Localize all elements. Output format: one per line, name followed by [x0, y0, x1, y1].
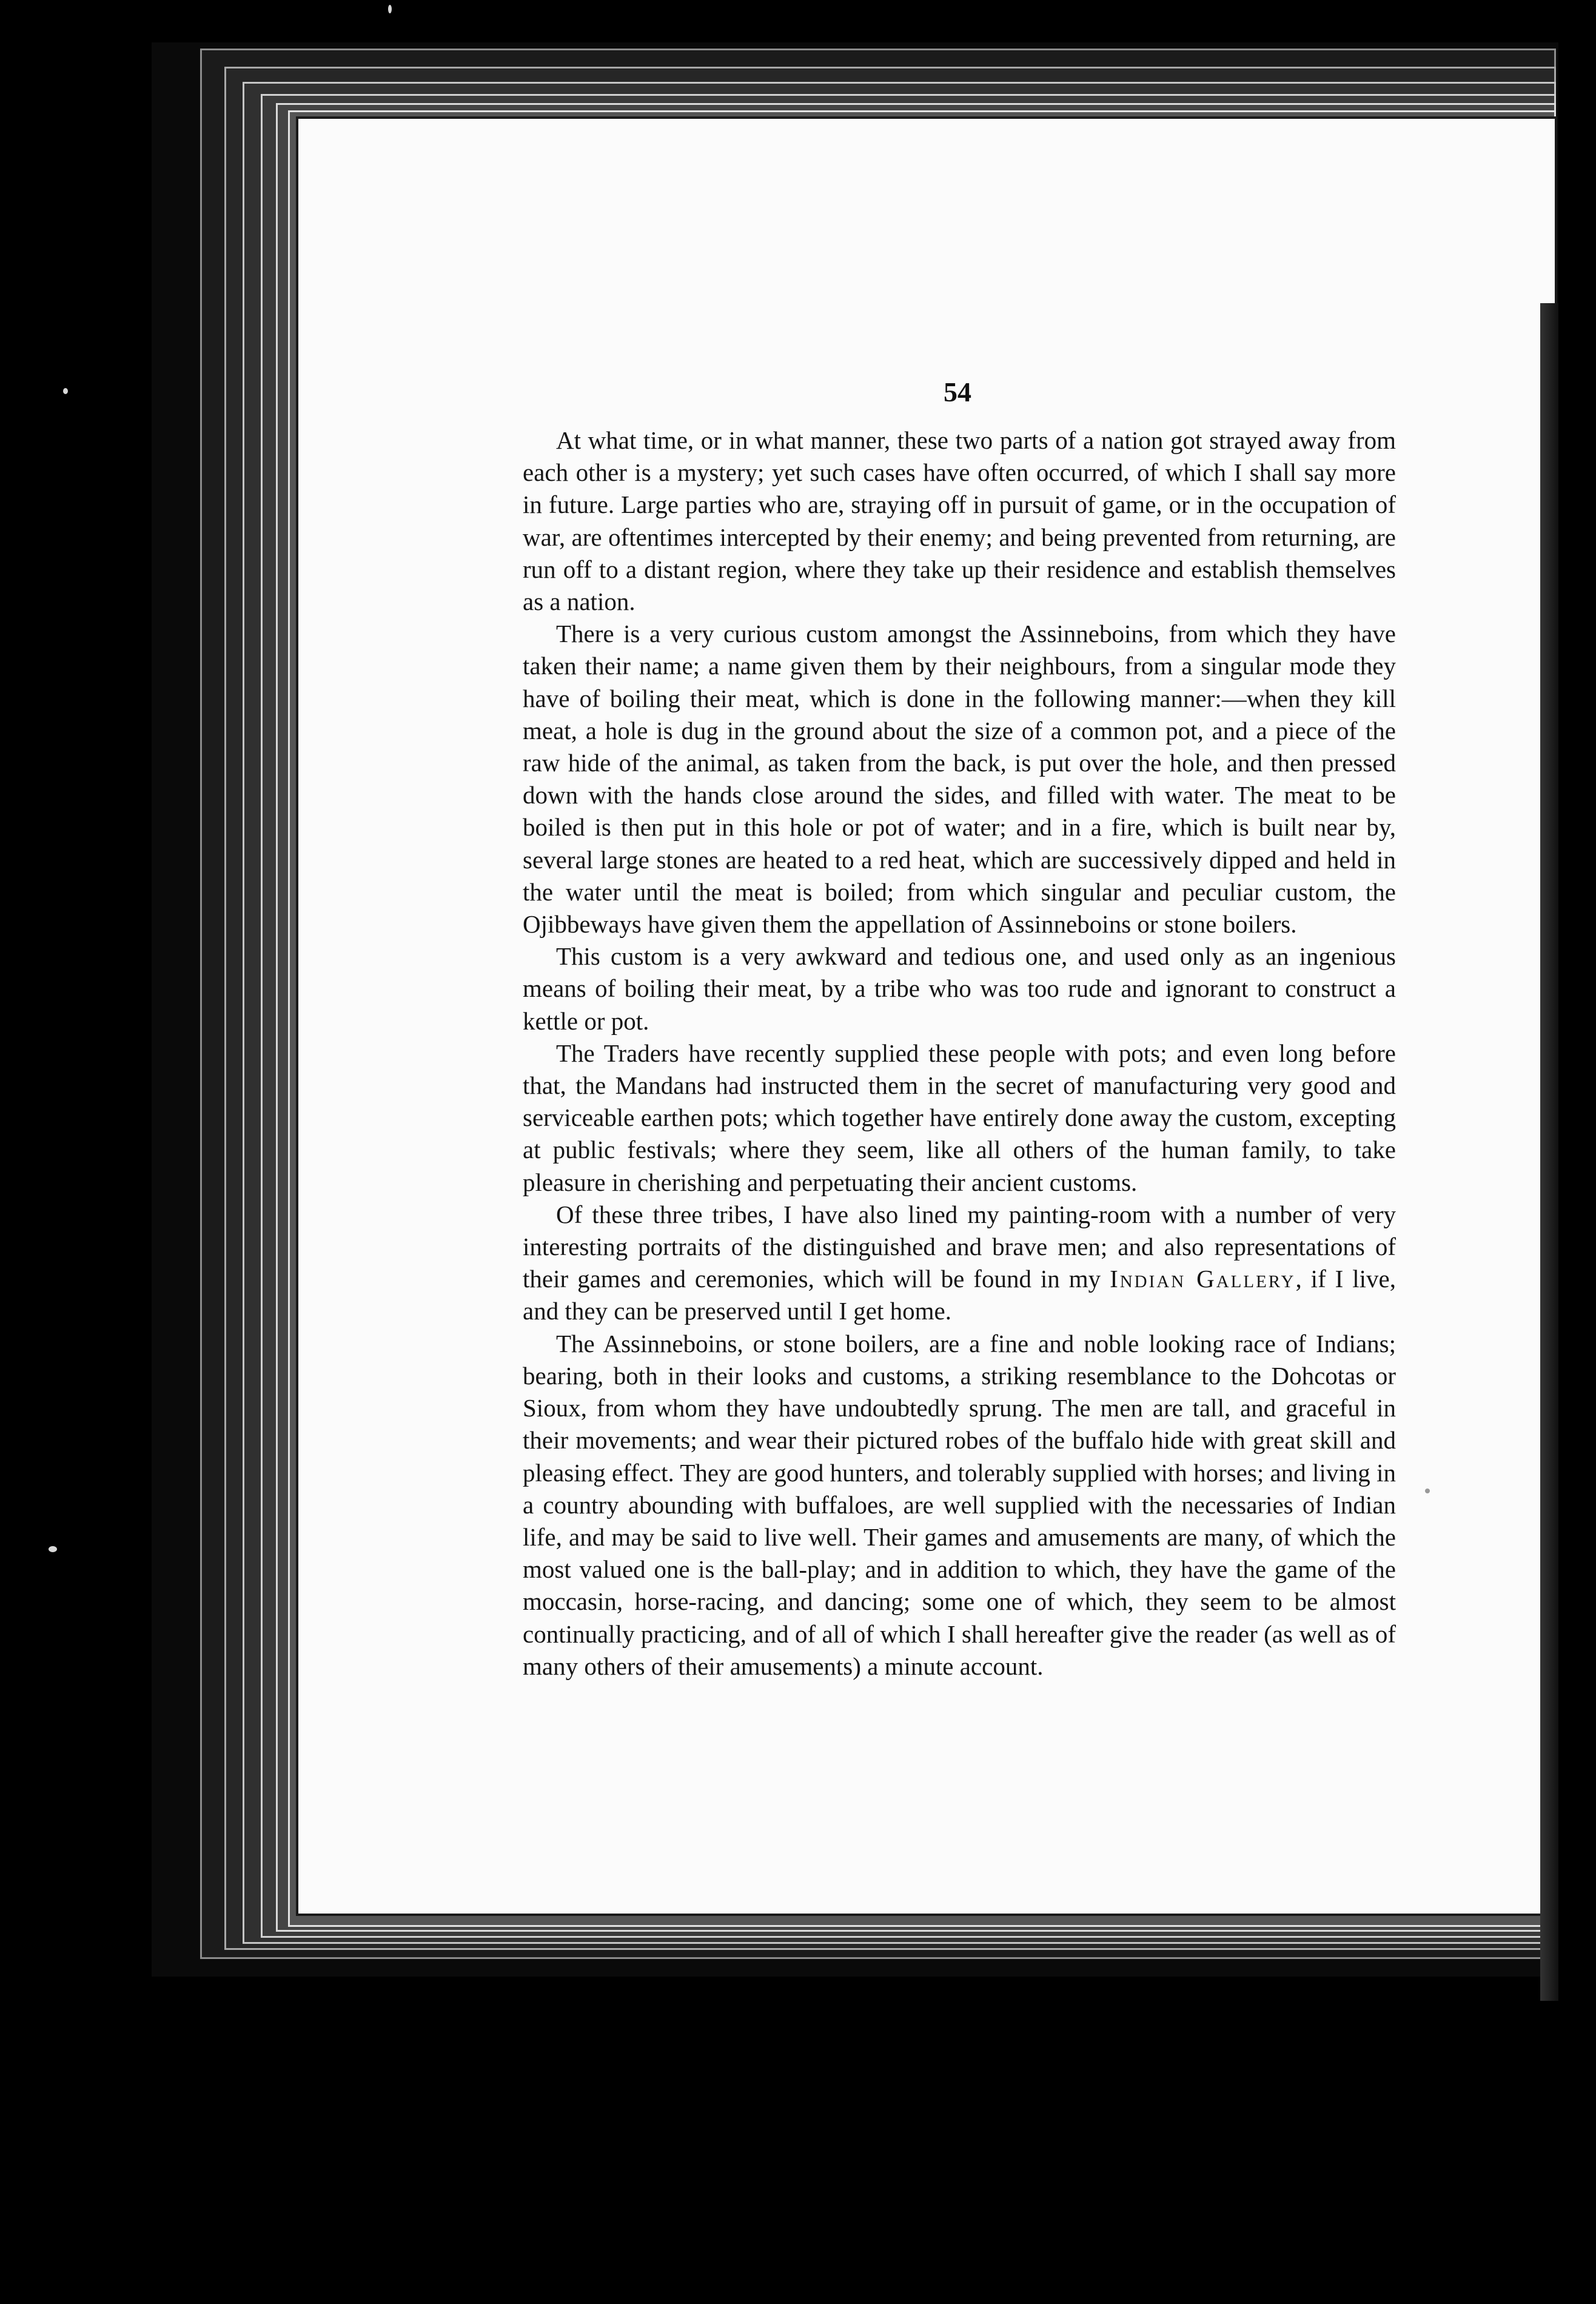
scan-speck	[1425, 1489, 1430, 1493]
paragraph: The Traders have recently supplied these people with pots; and even long before that, the Mandans had instructed them in the secret of manufacturing very good and serviceable earthen pots; which together have entirely done away the custom, excepting at public festivals; where they seem, like all others of the human family, to take pleasure in cherishing and perpetuating their ancient customs.	[523, 1039, 1396, 1196]
scan-speck	[388, 5, 392, 13]
body-text	[523, 424, 1396, 1683]
paragraph-text: Of these three tribes, I have also lined my painting-room with a number of very interesting portraits of the distinguished and brave men; and also representations of their games and ceremonies, which will be found in my	[523, 1200, 1396, 1293]
page-number: 54	[944, 377, 971, 407]
paragraph-text: , if I live, and they can be preserved until I get home.	[523, 1265, 1396, 1325]
scan-speck	[49, 1546, 57, 1552]
paragraph: There is a very curious custom amongst the Assinneboins, from which they have taken their name; a name given them by their neighbours, from a singular mode they have of boiling their meat, which is done in the following manner:—when they kill meat, a hole is dug in the ground about the size of a common pot, and a piece of the raw hide of the animal, as taken from the back, is put over the hole, and then pressed down with the hands close around the sides, and filled with water. The meat to be boiled is then put in this hole or pot of water; and in a fire, which is built near by, several large stones are heated to a red heat, which are successively dipped and held in the water until the meat is boiled; from which singular and peculiar custom, the Ojibbeways have given them the appellation of Assinneboins or stone boilers.	[523, 620, 1396, 939]
indian-gallery-small-caps: Indian Gallery	[1110, 1265, 1296, 1293]
book-right-edge	[1540, 303, 1558, 2001]
paragraph: At what time, or in what manner, these two parts of a nation got strayed away from each other is a mystery; yet such cases have often occurred, of which I shall say more in future. Large parties who are, straying off in pursuit of game, or in the occupation of war, are oftentimes intercepted by their enemy; and being prevented from returning, are run off to a distant region, where they take up their residence and establish themselves as a nation.	[523, 426, 1396, 616]
paragraph	[523, 1199, 1396, 1328]
scan-speck	[63, 388, 68, 394]
paragraph: This custom is a very awkward and tedious one, and used only as an ingenious means of boiling their meat, by a tribe who was too rude and ignorant to construct a kettle or pot.	[523, 942, 1396, 1035]
paragraph: The Assinneboins, or stone boilers, are a fine and noble looking race of Indians; bearing, both in their looks and customs, a striking resemblance to the Dohcotas or Sioux, from whom they have undoubtedly sprung. The men are tall, and graceful in their movements; and wear their pictured robes of the buffalo hide with great skill and pleasing effect. They are good hunters, and tolerably supplied with horses; and living in a country abounding with buffaloes, are well supplied with the necessaries of Indian life, and may be said to live well. Their games and amusements are many, of which the most valued one is the ball-play; and in addition to which, they have the game of the moccasin, horse-racing, and dancing; some one of which, they seem to be almost continually practicing, and of all of which I shall hereafter give the reader (as well as of many others of their amusements) a minute account.	[523, 1329, 1396, 1680]
